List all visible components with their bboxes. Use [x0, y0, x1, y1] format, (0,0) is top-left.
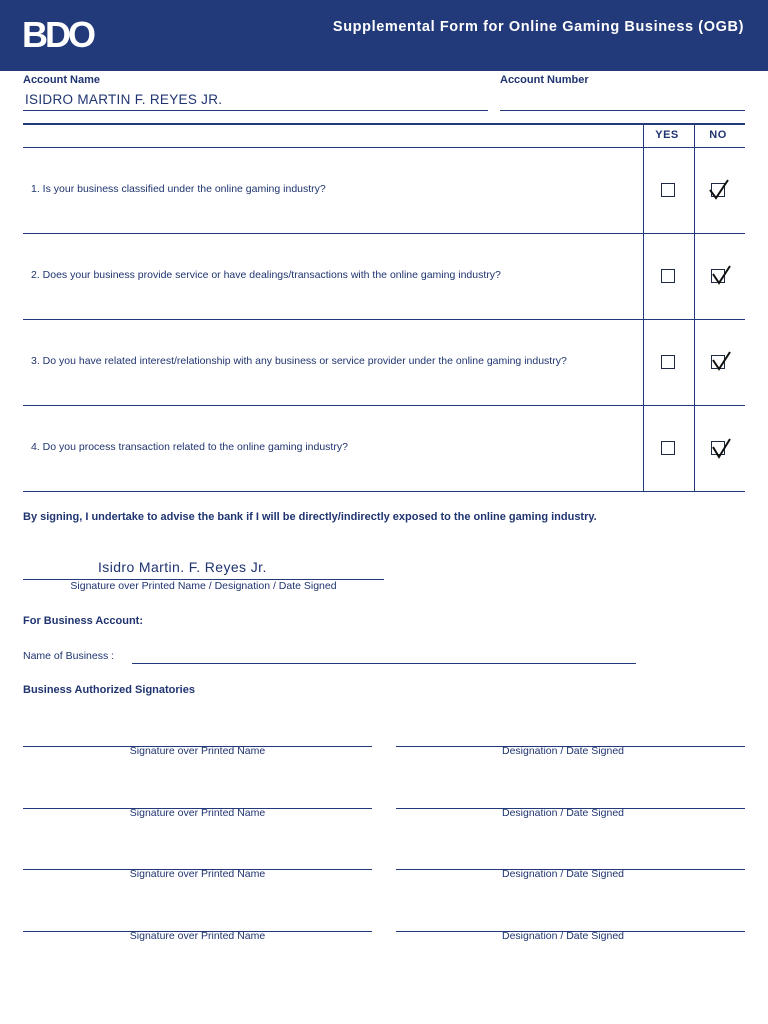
question-3-yes-checkbox[interactable]	[661, 355, 675, 369]
signatory-3-designation-caption: Designation / Date Signed	[502, 868, 624, 880]
no-column-divider	[694, 123, 695, 492]
declaration-text: By signing, I undertake to advise the bank if I will be directly/indirectly exposed to the online gaming industry.	[23, 511, 597, 523]
table-header-divider	[23, 147, 745, 148]
question-2-yes-checkbox[interactable]	[661, 269, 675, 283]
account-name-label: Account Name	[23, 74, 101, 86]
bdo-logo: BDO	[22, 14, 93, 55]
applicant-signature-caption: Signature over Printed Name / Designation / Date Signed	[70, 580, 337, 592]
business-name-label: Name of Business :	[23, 650, 115, 662]
yes-column-header: YES	[655, 129, 679, 141]
account-name-underline	[23, 110, 488, 111]
account-number-underline	[500, 110, 745, 111]
form-title: Supplemental Form for Online Gaming Business (OGB)	[332, 19, 744, 35]
no-column-header: NO	[709, 129, 727, 141]
account-name-value[interactable]: ISIDRO MARTIN F. REYES JR.	[25, 92, 223, 107]
question-4: 4. Do you process transaction related to the online gaming industry?	[31, 441, 348, 453]
header-bar	[0, 0, 768, 71]
table-bottom-border	[23, 491, 745, 492]
question-1-no-checkmark-icon	[708, 178, 730, 200]
question-4-no-checkmark-icon	[710, 437, 732, 459]
table-top-border	[23, 123, 745, 125]
signatory-1-signature-caption: Signature over Printed Name	[129, 745, 266, 757]
row-divider	[23, 233, 745, 234]
question-1: 1. Is your business classified under the online gaming industry?	[31, 183, 326, 195]
question-4-yes-checkbox[interactable]	[661, 441, 675, 455]
authorized-signatories-heading: Business Authorized Signatories	[23, 684, 195, 696]
signatory-2-signature-caption: Signature over Printed Name	[129, 807, 266, 819]
signatory-1-designation-caption: Designation / Date Signed	[502, 745, 624, 757]
signatory-2-designation-caption: Designation / Date Signed	[502, 807, 624, 819]
business-account-heading: For Business Account:	[23, 615, 143, 627]
row-divider	[23, 319, 745, 320]
business-name-field[interactable]	[132, 663, 636, 664]
account-number-label: Account Number	[500, 74, 589, 86]
applicant-signature-name[interactable]: Isidro Martin. F. Reyes Jr.	[98, 559, 267, 575]
question-2: 2. Does your business provide service or have dealings/transactions with the online gaming industry?	[31, 269, 501, 281]
question-3-no-checkmark-icon	[710, 350, 732, 372]
question-3: 3. Do you have related interest/relationship with any business or service provider under the online gaming industry?	[31, 355, 567, 367]
row-divider	[23, 405, 745, 406]
signatory-4-designation-caption: Designation / Date Signed	[502, 930, 624, 942]
question-1-yes-checkbox[interactable]	[661, 183, 675, 197]
yes-column-divider	[643, 123, 644, 492]
question-2-no-checkmark-icon	[710, 264, 732, 286]
signatory-4-signature-caption: Signature over Printed Name	[129, 930, 266, 942]
signatory-3-signature-caption: Signature over Printed Name	[129, 868, 266, 880]
